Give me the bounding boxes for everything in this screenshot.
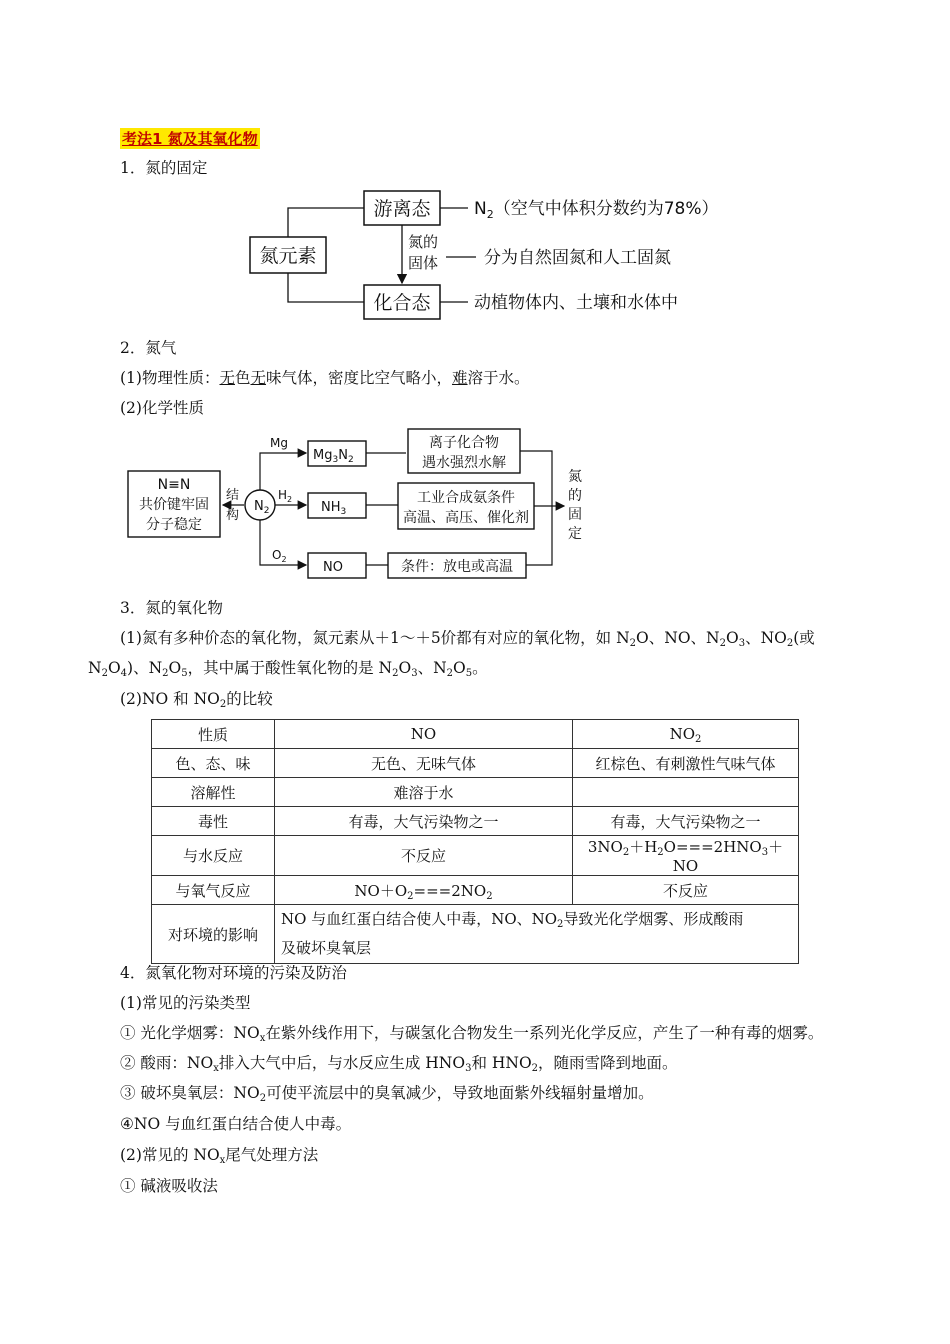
hydrolysis-label: 遇水强烈水解 bbox=[422, 455, 506, 471]
table-cell: 性质 bbox=[152, 720, 275, 749]
table-cell: $NO+O_2===2NO_2$ bbox=[275, 876, 573, 905]
no-label: NO bbox=[323, 560, 343, 575]
table-cell: 无色、无味气体 bbox=[275, 749, 573, 778]
ammonia-conditions-label: 高温、高压、催化剂 bbox=[403, 510, 529, 526]
n2-label: $N_2$ bbox=[254, 499, 270, 516]
mg3n2-label: $Mg_3N_2$ bbox=[313, 448, 354, 465]
triple-bond-label: N≡N bbox=[157, 477, 191, 493]
structure-label-2: 构 bbox=[226, 508, 240, 523]
table-cell: $NO_2$ bbox=[573, 720, 799, 749]
s4-para2: (2)常见的 $NO_x$尾气处理方法 bbox=[120, 1146, 319, 1166]
fixation-char-3: 固 bbox=[568, 507, 582, 523]
nitrogen-chemistry-diagram bbox=[120, 425, 600, 580]
s3-para1-line1: (1)氮有多种价态的氧化物，氮元素从＋1～＋5价都有对应的氧化物，如 $N_2O$、NO、$N_2O_3$、$NO_2$(或 bbox=[120, 629, 815, 649]
table-cell: 红棕色、有刺激性气味气体 bbox=[573, 749, 799, 778]
fixation-char-2: 的 bbox=[568, 488, 582, 504]
table-cell: 有毒，大气污染物之一 bbox=[573, 807, 799, 836]
s4-title: 4．氮氧化物对环境的污染及防治 bbox=[120, 964, 347, 982]
free-state-desc: $N_2$（空气中体积分数约为78%） bbox=[474, 199, 719, 221]
table-cell: 不反应 bbox=[275, 836, 573, 876]
s4-item3: ③ 破坏臭氧层：$NO_2$可使平流层中的臭氧减少，导致地面紫外线辐射量增加。 bbox=[120, 1084, 654, 1104]
s2-chem-title: (2)化学性质 bbox=[120, 399, 204, 417]
compound-state-label: 化合态 bbox=[373, 292, 431, 314]
s2-title: 2．氮气 bbox=[120, 339, 177, 357]
s1-title: 1．氮的固定 bbox=[120, 159, 208, 177]
table-row bbox=[152, 720, 799, 749]
structure-label-1: 结 bbox=[226, 488, 240, 503]
no-condition-label: 条件：放电或高温 bbox=[401, 559, 513, 575]
ionic-compound-label: 离子化合物 bbox=[429, 435, 499, 451]
fixation-char-4: 定 bbox=[568, 526, 582, 542]
table-cell: 毒性 bbox=[152, 807, 275, 836]
table-cell: 色、态、味 bbox=[152, 749, 275, 778]
s4-item1: ① 光化学烟雾：$NO_x$在紫外线作用下，与碳氢化合物发生一系列光化学反应，产生了一种有毒的烟雾。 bbox=[120, 1024, 824, 1044]
s3-para1-line2: $N_2O_4$)、$N_2O_5$，其中属于酸性氧化物的是 $N_2O_3$、$N_2O_5$。 bbox=[88, 659, 488, 679]
s4-para1: (1)常见的污染类型 bbox=[120, 994, 251, 1012]
fixation-label-2: 固体 bbox=[408, 254, 439, 272]
fixation-label-1: 氮的 bbox=[408, 233, 439, 251]
stable-molecule-label: 分子稳定 bbox=[146, 517, 202, 533]
nh3-label: $NH_3$ bbox=[321, 500, 347, 517]
table-row bbox=[152, 749, 799, 778]
table-row bbox=[152, 876, 799, 905]
h2-reagent: $H_2$ bbox=[278, 488, 293, 504]
no-no2-comparison-table bbox=[151, 719, 799, 964]
table-cell: NO 与血红蛋白结合使人中毒，NO、$NO_2$导致光化学烟雾、形成酸雨 及破坏臭氧层 bbox=[275, 905, 799, 964]
table-cell: 对环境的影响 bbox=[152, 905, 275, 964]
fixation-char-1: 氮 bbox=[568, 469, 582, 485]
s4-item5: ① 碱液吸收法 bbox=[120, 1177, 218, 1195]
nitrogen-fixation-diagram bbox=[240, 185, 780, 325]
table-cell: 溶解性 bbox=[152, 778, 275, 807]
section-heading: 考法1 氮及其氧化物 bbox=[122, 130, 258, 148]
table-cell: 有毒，大气污染物之一 bbox=[275, 807, 573, 836]
free-state-label: 游离态 bbox=[373, 198, 431, 220]
table-cell: NO bbox=[275, 720, 573, 749]
table-cell: 不反应 bbox=[573, 876, 799, 905]
covalent-bond-label: 共价键牢固 bbox=[139, 497, 209, 513]
mg-reagent: Mg bbox=[270, 436, 288, 450]
table-cell: 与氧气反应 bbox=[152, 876, 275, 905]
table-row bbox=[152, 807, 799, 836]
table-row bbox=[152, 836, 799, 876]
table-row bbox=[152, 778, 799, 807]
table-cell: 难溶于水 bbox=[275, 778, 573, 807]
table-cell: $3NO_2+H_2O===2HNO_3+NO$ bbox=[573, 836, 799, 876]
element-box-label: 氮元素 bbox=[259, 245, 317, 267]
s3-para2: (2)NO 和 $NO_2$的比较 bbox=[120, 690, 273, 710]
fixation-desc: 分为自然固氮和人工固氮 bbox=[484, 248, 671, 268]
o2-reagent: $O_2$ bbox=[272, 548, 287, 564]
s4-item4: ④NO 与血红蛋白结合使人中毒。 bbox=[120, 1115, 352, 1133]
table-cell bbox=[573, 778, 799, 807]
table-row bbox=[152, 905, 799, 964]
s2-physical-properties: (1)物理性质：无色无味气体，密度比空气略小，难溶于水。 bbox=[120, 369, 530, 387]
compound-state-desc: 动植物体内、土壤和水体中 bbox=[474, 293, 678, 313]
s4-item2: ② 酸雨：$NO_x$排入大气中后，与水反应生成 $HNO_3$和 $HNO_2$，随雨雪降到地面。 bbox=[120, 1054, 678, 1074]
industrial-ammonia-label: 工业合成氨条件 bbox=[417, 490, 515, 506]
s3-title: 3．氮的氧化物 bbox=[120, 599, 223, 617]
table-cell: 与水反应 bbox=[152, 836, 275, 876]
